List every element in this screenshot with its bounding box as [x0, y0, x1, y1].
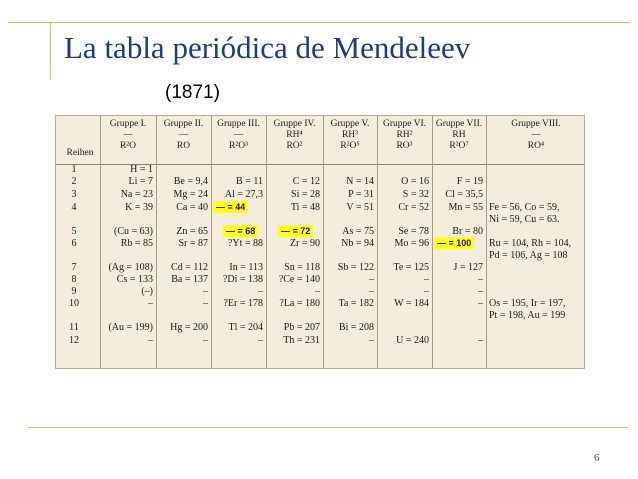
- element-cell: (Cu = 63): [114, 226, 153, 237]
- column-separator: [377, 116, 378, 369]
- element-cell: Cl = 35,5: [445, 189, 483, 200]
- slide-subtitle: (1871): [165, 82, 220, 103]
- header-line2: —: [123, 130, 133, 140]
- element-cell: Ta = 182: [338, 298, 374, 309]
- header-line3: R²O⁷: [449, 141, 469, 151]
- element-cell: Ti = 48: [290, 202, 320, 213]
- header-line2: RH²: [396, 130, 413, 140]
- header-line3: RO³: [396, 141, 413, 151]
- row-number: 10: [69, 298, 79, 309]
- row-number: 4: [71, 202, 77, 213]
- element-cell: F = 19: [456, 176, 483, 187]
- element-cell: Te = 125: [393, 262, 429, 273]
- column-separator: [156, 116, 157, 369]
- element-cell: ?La = 180: [279, 298, 320, 309]
- header-line3: RO⁴: [527, 141, 545, 151]
- element-cell: –: [315, 286, 320, 297]
- header-line2: RH³: [341, 130, 359, 140]
- element-cell: –: [203, 286, 208, 297]
- header-line3: R²O³: [229, 141, 248, 151]
- header-group-5: [323, 119, 377, 152]
- highlight-predicted-element: — = 100: [434, 237, 474, 249]
- element-cell: (–): [141, 286, 153, 297]
- highlight-predicted-element: — = 44: [213, 201, 248, 213]
- element-cell: K = 39: [125, 202, 153, 213]
- element-cell: Mg = 24: [173, 189, 208, 200]
- mendeleev-table: [55, 115, 585, 369]
- header-line3: R²O⁵: [340, 141, 360, 151]
- element-cell: Nb = 94: [341, 238, 374, 249]
- element-cell: O = 16: [401, 176, 429, 187]
- header-name: Gruppe VI.: [382, 119, 427, 129]
- element-cell: Be = 9,4: [173, 176, 208, 187]
- element-cell: U = 240: [396, 335, 429, 346]
- element-cell: Tl = 204: [228, 322, 263, 333]
- slide-title: La tabla periódica de Mendeleev: [64, 30, 471, 65]
- element-cell: C = 12: [292, 176, 320, 187]
- row-number: 3: [71, 189, 77, 200]
- element-cell: Rb = 85: [120, 238, 153, 249]
- element-cell: –: [478, 335, 483, 346]
- header-name: Gruppe IV.: [273, 119, 316, 129]
- element-cell: W = 184: [394, 298, 429, 309]
- element-cell: Br = 80: [452, 226, 483, 237]
- element-cell: ?Ce = 140: [278, 274, 320, 285]
- element-cell: Al = 27,3: [224, 189, 263, 200]
- header-line3: RO: [176, 141, 191, 151]
- header-group-2: [156, 119, 211, 152]
- element-cell: Th = 231: [283, 335, 320, 346]
- element-cell: (Ag = 108): [108, 262, 153, 273]
- row-number: 8: [71, 274, 77, 285]
- element-cell: Sn = 118: [284, 262, 320, 273]
- element-cell: ?Er = 178: [223, 298, 263, 309]
- highlight-predicted-element: — = 68: [223, 225, 258, 237]
- element-cell: Pb = 207: [283, 322, 320, 333]
- header-line2: RH⁴: [286, 130, 303, 140]
- element-cell: H = 1: [130, 164, 153, 175]
- element-cell: Zn = 65: [176, 226, 208, 237]
- element-cell: ?Di = 138: [222, 274, 263, 285]
- header-group-3: [211, 119, 266, 152]
- element-cell: Se = 78: [398, 226, 429, 237]
- element-cell: N = 14: [346, 176, 374, 187]
- column-separator: [432, 116, 433, 369]
- row-number: 12: [69, 335, 79, 346]
- header-group-8: [486, 119, 585, 152]
- header-name: Gruppe V.: [330, 119, 370, 129]
- element-cell: –: [369, 286, 374, 297]
- column-separator: [486, 116, 487, 369]
- header-group-7: [432, 119, 486, 152]
- header-group-6: [377, 119, 432, 152]
- element-cell: –: [478, 274, 483, 285]
- element-cell: Hg = 200: [170, 322, 208, 333]
- header-group-1: [100, 119, 156, 152]
- row-number: 5: [71, 226, 77, 237]
- header-line2: —: [233, 130, 244, 140]
- header-name: Gruppe II.: [163, 119, 204, 129]
- element-cell: –: [369, 274, 374, 285]
- element-cell: Mn = 55: [448, 202, 483, 213]
- element-cell: Si = 28: [291, 189, 320, 200]
- element-cell: –: [424, 274, 429, 285]
- column-separator: [100, 116, 101, 369]
- element-cell: –: [478, 298, 483, 309]
- element-cell: S = 32: [402, 189, 429, 200]
- element-cell: (Au = 199): [108, 322, 153, 333]
- header-line3: R²O: [119, 141, 137, 151]
- element-cell: Cs = 133: [116, 274, 153, 285]
- element-cell: Ca = 40: [176, 202, 208, 213]
- header-group-4: [266, 119, 323, 152]
- title-accent-line: [50, 22, 51, 80]
- element-cell: V = 51: [346, 202, 374, 213]
- row-number: 9: [71, 286, 77, 297]
- element-cell: –: [369, 335, 374, 346]
- element-cell: As = 75: [342, 226, 374, 237]
- element-cell: –: [148, 335, 153, 346]
- element-cell: Fe = 56, Co = 59,: [489, 202, 560, 213]
- element-cell: Cr = 52: [398, 202, 429, 213]
- row-number: 7: [71, 262, 77, 273]
- element-cell: Ru = 104, Rh = 104,: [489, 238, 572, 249]
- element-cell: –: [424, 286, 429, 297]
- element-cell: Pd = 106, Ag = 108: [489, 250, 568, 261]
- header-name: Gruppe I.: [109, 119, 147, 129]
- element-cell: Ba = 137: [171, 274, 208, 285]
- element-cell: Na = 23: [120, 189, 153, 200]
- row-number: 6: [71, 238, 77, 249]
- element-cell: Li = 7: [128, 176, 153, 187]
- element-cell: –: [203, 335, 208, 346]
- highlight-predicted-element: — = 72: [278, 225, 313, 237]
- header-line3: RO²: [286, 141, 303, 151]
- bottom-rule: [28, 427, 628, 428]
- element-cell: –: [478, 286, 483, 297]
- element-cell: –: [203, 298, 208, 309]
- element-cell: B = 11: [236, 176, 263, 187]
- element-cell: –: [258, 335, 263, 346]
- column-separator: [266, 116, 267, 369]
- element-cell: Mo = 96: [394, 238, 429, 249]
- element-cell: Ni = 59, Cu = 63.: [489, 214, 560, 225]
- element-cell: Pt = 198, Au = 199: [489, 310, 566, 321]
- row-number: 1: [71, 164, 77, 175]
- header-line2: —: [531, 130, 541, 140]
- element-cell: J = 127: [453, 262, 483, 273]
- element-cell: In = 113: [229, 262, 263, 273]
- element-cell: Cd = 112: [171, 262, 208, 273]
- element-cell: ?Yt = 88: [227, 238, 263, 249]
- top-rule: [8, 22, 630, 23]
- slide-number: 6: [594, 452, 600, 464]
- element-cell: Zr = 90: [289, 238, 320, 249]
- element-cell: –: [258, 286, 263, 297]
- column-separator: [323, 116, 324, 369]
- header-name: Gruppe VIII.: [511, 119, 561, 129]
- row-number: 11: [69, 322, 79, 333]
- element-cell: Os = 195, Ir = 197,: [489, 298, 566, 309]
- header-reihen: Reihen: [66, 148, 94, 158]
- element-cell: Bi = 208: [338, 322, 374, 333]
- element-cell: Sb = 122: [337, 262, 374, 273]
- element-cell: Sr = 87: [178, 238, 208, 249]
- header-name: Gruppe III.: [217, 119, 260, 129]
- element-cell: P = 31: [348, 189, 374, 200]
- header-line2: RH: [452, 130, 466, 140]
- header-name: Gruppe VII.: [435, 119, 483, 129]
- row-number: 2: [71, 176, 77, 187]
- column-separator: [211, 116, 212, 369]
- header-line2: —: [178, 130, 189, 140]
- element-cell: –: [148, 298, 153, 309]
